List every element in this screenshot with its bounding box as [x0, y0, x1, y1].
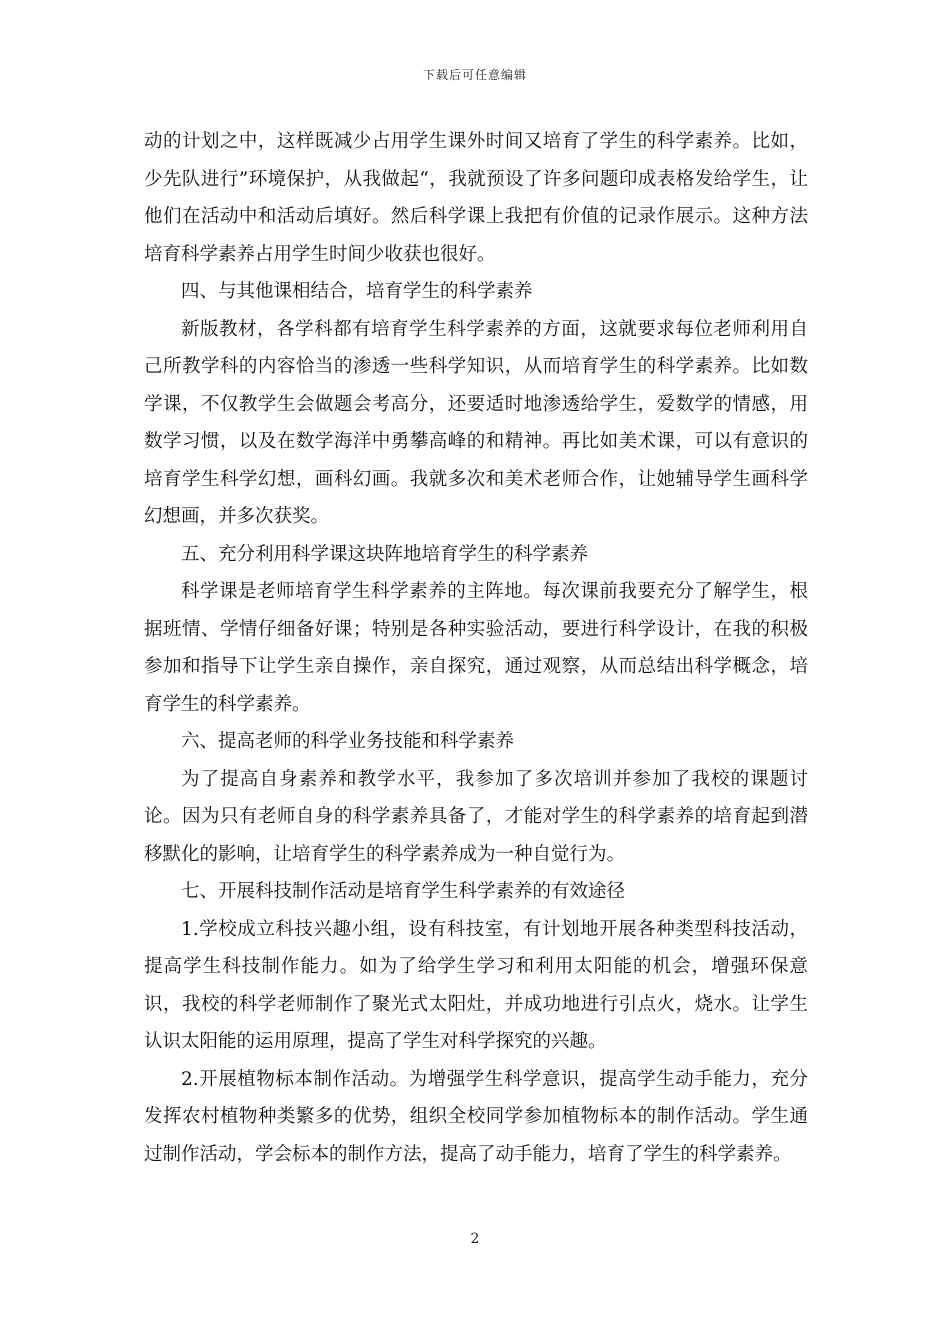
paragraph-section-5: 科学课是老师培育学生科学素养的主阵地。每次课前我要充分了解学生，根据班情、学情仔细备好课；特别是各种实验活动，要进行科学设计，在我的积极参加和指导下让学生亲自操作，亲自探究，通过观察，从而总结出科学概念，培育学生的科学素养。: [144, 581, 808, 715]
page-number: 2: [470, 1231, 480, 1247]
section-heading-5: 五、充分利用科学课这块阵地培育学生的科学素养: [181, 543, 589, 565]
section-heading-4: 四、与其他课相结合，培育学生的科学素养: [181, 281, 533, 302]
section-heading-7: 七、开展科技制作活动是培育学生科学素养的有效途径: [181, 881, 626, 902]
paragraph-continuation: 动的计划之中，这样既减少占用学生课外时间又培育了学生的科学素养。比如，少先队进行”环境保护，从我做起“，我就预设了许多问题印成表格发给学生，让他们在活动中和活动后填好。然后科学课上我把有价值的记录作展示。这种方法培育科学素养占用学生时间少收获也很好。: [144, 131, 808, 265]
document-body: [144, 123, 808, 1173]
paragraph-section-6: 为了提高自身素养和教学水平，我参加了多次培训并参加了我校的课题讨论。因为只有老师自身的科学素养具备了，才能对学生的科学素养的培育起到潜移默化的影响，让培育学生的科学素养成为一种自觉行为。: [144, 768, 808, 865]
section-heading-6: 六、提高老师的科学业务技能和科学素养: [181, 731, 515, 752]
header-note: 下载后可任意编辑: [422, 68, 527, 82]
paragraph-section-4: 新版教材，各学科都有培育学生科学素养的方面，这就要求每位老师利用自己所教学科的内容恰当的渗透一些科学知识，从而培育学生的科学素养。比如数学课，不仅教学生会做题会考高分，还要适时地渗透给学生，爱数学的情感，用数学习惯，以及在数学海洋中勇攀高峰的和精神。再比如美术课，可以有意识的培育学生科学幻想，画科幻画。我就多次和美术老师合作，让她辅导学生画科学幻想画，并多次获奖。: [144, 318, 808, 527]
paragraph-item-1: 1.学校成立科技兴趣小组，设有科技室，有计划地开展各种类型科技活动，提高学生科技制作能力。如为了给学生学习和利用太阳能的机会，增强环保意识，我校的科学老师制作了聚光式太阳灶，并成功地进行引点火，烧水。让学生认识太阳能的运用原理，提高了学生对科学探究的兴趣。: [144, 918, 808, 1052]
paragraph-item-2: 2.开展植物标本制作活动。为增强学生科学意识，提高学生动手能力，充分发挥农村植物种类繁多的优势，组织全校同学参加植物标本的制作活动。学生通过制作活动，学会标本的制作方法，提高了动手能力，培育了学生的科学素养。: [144, 1068, 808, 1165]
